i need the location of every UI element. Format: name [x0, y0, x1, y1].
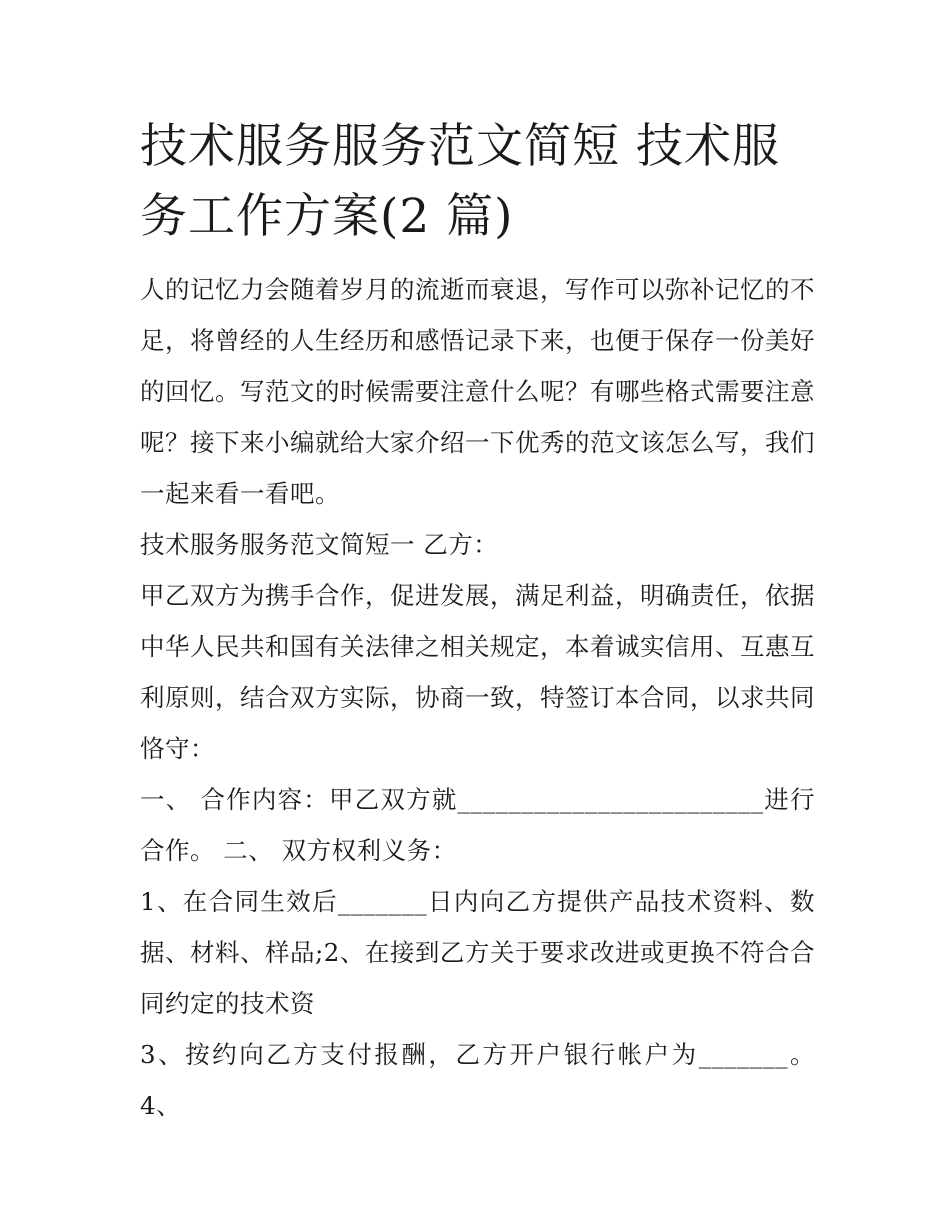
document-title: 技术服务服务范文简短 技术服务工作方案(2 篇): [140, 119, 780, 244]
paragraph-clause-one: 一、 合作内容：甲乙双方就________________________进行合作。 二、 双方权利义务：: [140, 785, 815, 865]
paragraph-intro: 人的记忆力会随着岁月的流逝而衰退，写作可以弥补记忆的不足，将曾经的人生经历和感悟记录下来，也便于保存一份美好的回忆。写范文的时候需要注意什么呢？有哪些格式需要注意呢？接下来小编就给大家介绍一下优秀的范文该怎么写，我们一起来看一看吧。: [140, 275, 815, 508]
document-page: [140, 112, 815, 1131]
paragraph-section-heading: 技术服务服务范文简短一 乙方：: [140, 530, 499, 559]
paragraph-obligation-1: 1、在合同生效后_______日内向乙方提供产品技术资料、数据、材料、样品;2、在接到乙方关于要求改进或更换不符合合同约定的技术资: [140, 887, 815, 1018]
paragraph-preamble: 甲乙双方为携手合作，促进发展，满足利益，明确责任，依据中华人民共和国有关法律之相关规定，本着诚实信用、互惠互利原则，结合双方实际，协商一致，特签订本合同，以求共同恪守：: [140, 581, 815, 763]
paragraph-obligation-3: 3、按约向乙方支付报酬，乙方开户银行帐户为_______。 4、: [140, 1040, 815, 1120]
